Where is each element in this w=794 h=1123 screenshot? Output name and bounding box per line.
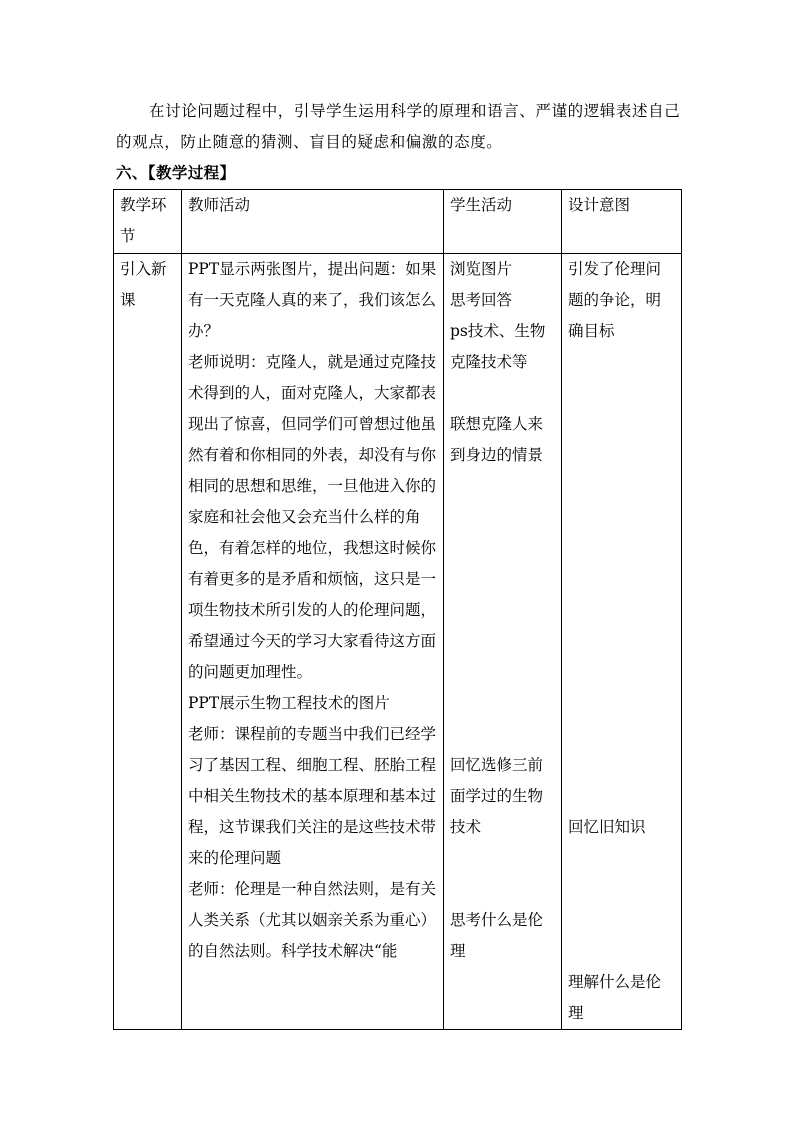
spacer <box>568 843 676 967</box>
cell-stage <box>114 254 182 1030</box>
teacher-activity-5: 老师：伦理是一种自然法则，是有关人类关系（尤其以姻亲关系为重心）的自然法则。科学技术解决“能 <box>188 880 437 960</box>
teacher-activity-4: 老师：课程前的专题当中我们已经学习了基因工程、细胞工程、胚胎工程中相关生物技术的基本原理和基本过程，这节课我们关注的是这些技术带来的伦理问题 <box>188 725 437 867</box>
cell-student-activity <box>444 254 562 1030</box>
spacer <box>450 378 556 409</box>
design-intent-2: 回忆旧知识 <box>568 818 646 836</box>
student-activity-2: 思考回答 <box>450 291 513 309</box>
stage-text: 引入新课 <box>120 260 167 309</box>
design-intent-3: 理解什么是伦理 <box>568 973 662 1022</box>
student-activity-6: 思考什么是伦理 <box>450 911 544 960</box>
teaching-process-table <box>113 189 682 1030</box>
teacher-activity-1: PPT显示两张图片，提出问题：如果有一天克隆人真的来了，我们该怎么办？ <box>188 260 437 340</box>
header-student-activity: 学生活动 <box>444 190 562 254</box>
header-teacher-activity: 教师活动 <box>182 190 444 254</box>
spacer <box>450 843 556 905</box>
intro-paragraph: 在讨论问题过程中，引导学生运用科学的原理和语言、严谨的逻辑表述自己的观点，防止随意的猜测、盲目的疑虑和偏激的态度。 <box>116 102 681 151</box>
header-design-intent: 设计意图 <box>562 190 682 254</box>
student-activity-4: 联想克隆人来到身边的情景 <box>450 415 544 464</box>
student-activity-3: ps技术、生物克隆技术等 <box>450 322 546 371</box>
cell-design-intent <box>562 254 682 1030</box>
student-activity-5: 回忆选修三前面学过的生物技术 <box>450 756 544 836</box>
section-heading: 六、【教学过程】 <box>116 163 236 182</box>
spacer <box>568 347 676 812</box>
table-header-row <box>114 190 682 254</box>
table-row <box>114 254 682 1030</box>
spacer <box>450 471 556 750</box>
cell-teacher-activity <box>182 254 444 1030</box>
teacher-activity-2: 老师说明：克隆人，就是通过克隆技术得到的人，面对克隆人，大家都表现出了惊喜，但同学们可曾想过他虽然有着和你相同的外表，却没有与你相同的思想和思维，一旦他进入你的家庭和社会他又会充当什么样的角色，有着怎样的地位，我想这时候你有着更多的是矛盾和烦恼，这只是一项生物技术所引发的人的伦理问题，希望通过今天的学习大家看待这方面的问题更加理性。 <box>188 353 437 681</box>
teacher-activity-3: PPT展示生物工程技术的图片 <box>188 694 390 712</box>
student-activity-1: 浏览图片 <box>450 260 513 278</box>
design-intent-1: 引发了伦理问题的争论，明确目标 <box>568 260 662 340</box>
header-stage: 教学环节 <box>114 190 182 254</box>
